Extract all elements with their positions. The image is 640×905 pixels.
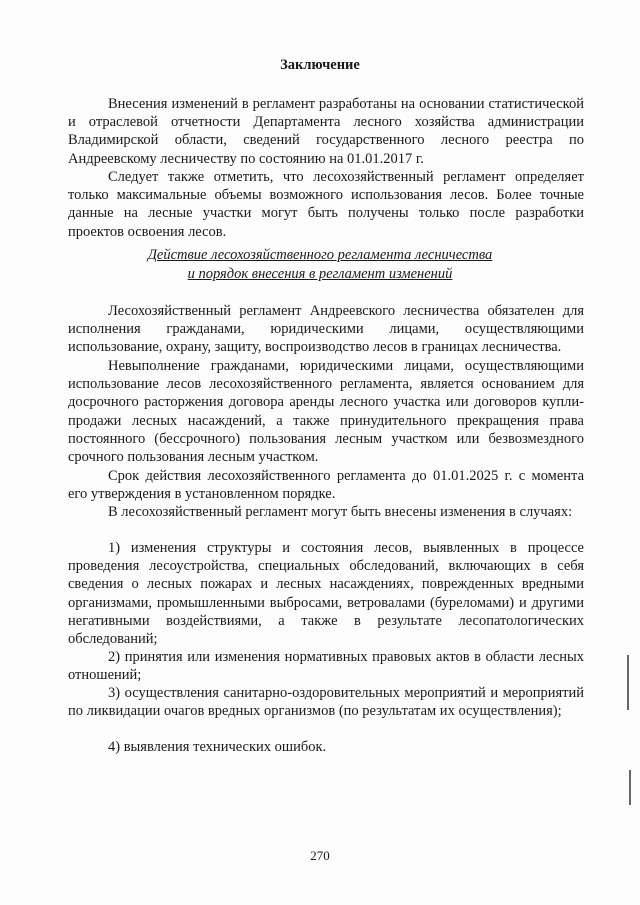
section-paragraph-4: В лесохозяйственный регламент могут быть внесены изменения в случаях: [108,504,573,520]
section-paragraph-1: Лесохозяйственный регламент Андреевского лесничества обязателен для исполнения гражданами, юридическими лицами, осуществляющими использование, охрану, защиту, воспроизводство лесов в границах лесничества. [68,303,584,356]
list-item-2: 2) принятия или изменения нормативных правовых актов в области лесных отношений; [68,649,584,684]
list-item-1: 1) изменения структуры и состояния лесов, выявленных в процессе проведения лесоустройства, специальных обследований, включающих в себя сведения о лесных пожарах и лесных насаждениях, поврежденных вредными организмами, промышленными выбросами, ветровалами (буреломами) и другими негативными воздействиями, а также в результате лесопатологических обследований; [68,540,584,648]
scan-edge-mark [629,770,631,805]
page-heading: Заключение [280,57,360,73]
scan-edge-mark [627,655,629,710]
list-item-4: 4) выявления технических ошибок. [108,739,327,755]
section-paragraph-3: Срок действия лесохозяйственного регламента до 01.01.2025 г. с момента его утверждения в установленном порядке. [68,468,584,503]
section-paragraph-2: Невыполнение гражданами, юридическими лицами, осуществляющими использование лесов лесохозяйственного регламента, является основанием для досрочного расторжения договора аренды лесного участка или договоров купли-продажи лесных насаждений, а также принудительного прекращения права постоянного (бессрочного) пользования лесным участком или безвозмездного срочного пользования лесным участком. [68,358,584,466]
section-title-line-1: Действие лесохозяйственного регламента лесничества [147,247,493,263]
intro-paragraph-2: Следует также отметить, что лесохозяйственный регламент определяет только максимальные объемы возможного использования лесов. Более точные данные на лесные участки могут быть получены только после разработки проектов освоения лесов. [68,169,584,240]
page-number: 270 [310,848,330,863]
intro-paragraph-1: Внесения изменений в регламент разработаны на основании статистической и отраслевой отчетности Департамента лесного хозяйства администрации Владимирской области, сведений государственного лесного реестра по Андреевскому лесничеству по состоянию на 01.01.2017 г. [68,96,584,167]
list-item-3: 3) осуществления санитарно-оздоровительных мероприятий и мероприятий по ликвидации очагов вредных организмов (по результатам их осуществления); [68,685,584,720]
section-title-line-2: и порядок внесения в регламент изменений [187,266,453,282]
